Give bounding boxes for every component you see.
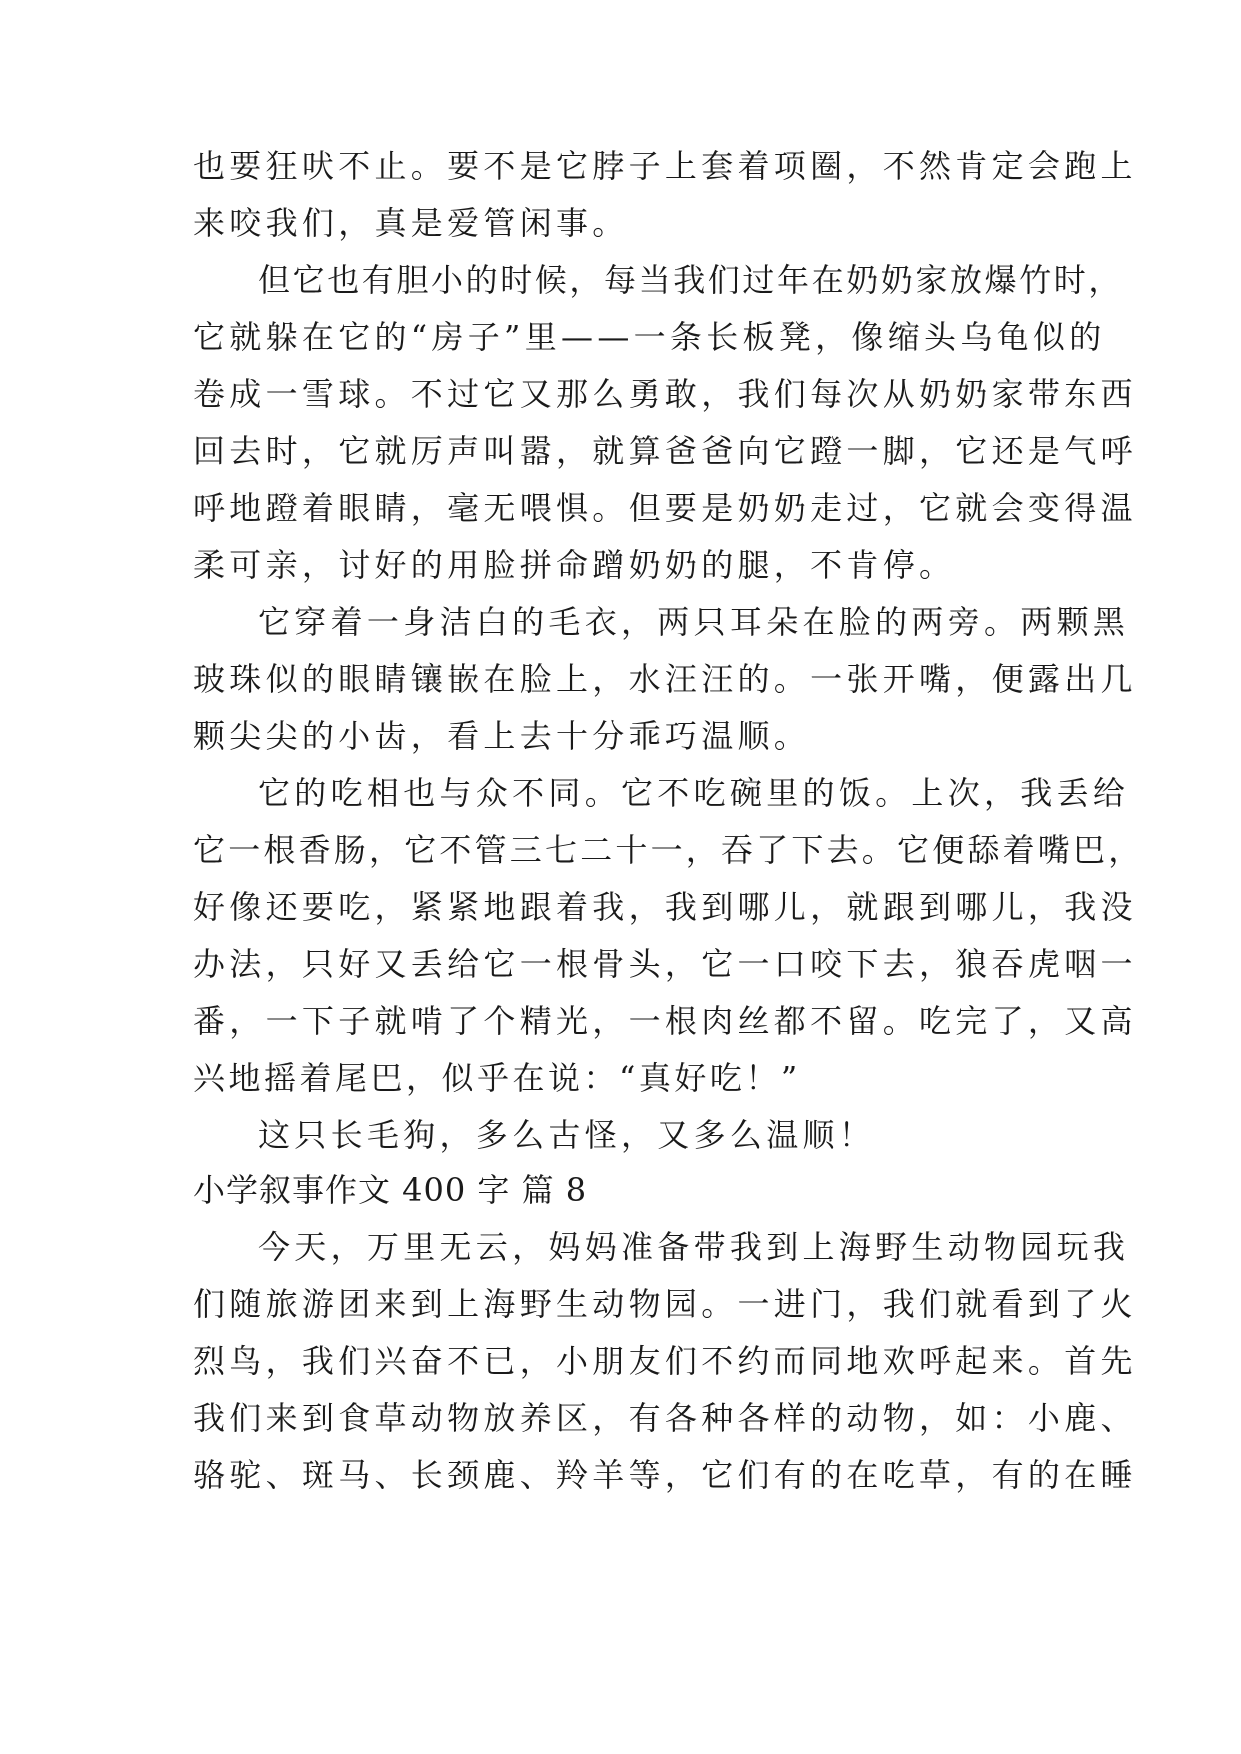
text-line: 兴地摇着尾巴，似乎在说：“真好吃！” (193, 1059, 801, 1097)
text-line: 它的吃相也与众不同。它不吃碗里的饭。上次，我丢给 (258, 774, 1130, 812)
text-line: 柔可亲，讨好的用脸拼命蹭奶奶的腿，不肯停。 (193, 546, 956, 584)
text-line: 颗尖尖的小齿，看上去十分乖巧温顺。 (193, 717, 811, 755)
text-line: 它穿着一身洁白的毛衣，两只耳朵在脸的两旁。两颗黑 (258, 603, 1130, 641)
text-line: 玻珠似的眼睛镶嵌在脸上，水汪汪的。一张开嘴，便露出几 (193, 660, 1137, 698)
text-line: 回去时，它就厉声叫嚣，就算爸爸向它蹬一脚，它还是气呼 (193, 432, 1137, 470)
text-line: 但它也有胆小的时候，每当我们过年在奶奶家放爆竹时， (258, 261, 1124, 299)
text-line: 呼地蹬着眼睛，毫无喂惧。但要是奶奶走过，它就会变得温 (193, 489, 1137, 527)
text-line: 番，一下子就啃了个精光，一根肉丝都不留。吃完了，又高 (193, 1002, 1137, 1040)
text-line: 骆驼、斑马、长颈鹿、羚羊等，它们有的在吃草，有的在睡 (193, 1456, 1137, 1494)
text-line: 它一根香肠，它不管三七二十一，吞了下去。它便舔着嘴巴， (193, 831, 1144, 869)
text-line: 这只长毛狗，多么古怪，又多么温顺！ (258, 1116, 876, 1154)
text-line: 卷成一雪球。不过它又那么勇敢，我们每次从奶奶家带东西 (193, 375, 1137, 413)
text-line: 它就躲在它的“房子”里——一条长板凳，像缩头乌龟似的 (193, 318, 1106, 356)
text-line: 我们来到食草动物放养区，有各种各样的动物，如：小鹿、 (193, 1399, 1137, 1437)
section-heading: 小学叙事作文 400 字 篇 8 (193, 1171, 588, 1209)
text-line: 烈鸟，我们兴奋不已，小朋友们不约而同地欢呼起来。首先 (193, 1342, 1137, 1380)
text-line: 们随旅游团来到上海野生动物园。一进门，我们就看到了火 (193, 1285, 1137, 1323)
text-line: 办法，只好又丢给它一根骨头，它一口咬下去，狼吞虎咽一 (193, 945, 1137, 983)
text-line: 来咬我们，真是爱管闲事。 (193, 204, 629, 242)
text-line: 也要狂吠不止。要不是它脖子上套着项圈，不然肯定会跑上 (193, 147, 1137, 185)
text-line: 今天，万里无云，妈妈准备带我到上海野生动物园玩我 (258, 1228, 1130, 1266)
text-line: 好像还要吃，紧紧地跟着我，我到哪儿，就跟到哪儿，我没 (193, 888, 1137, 926)
